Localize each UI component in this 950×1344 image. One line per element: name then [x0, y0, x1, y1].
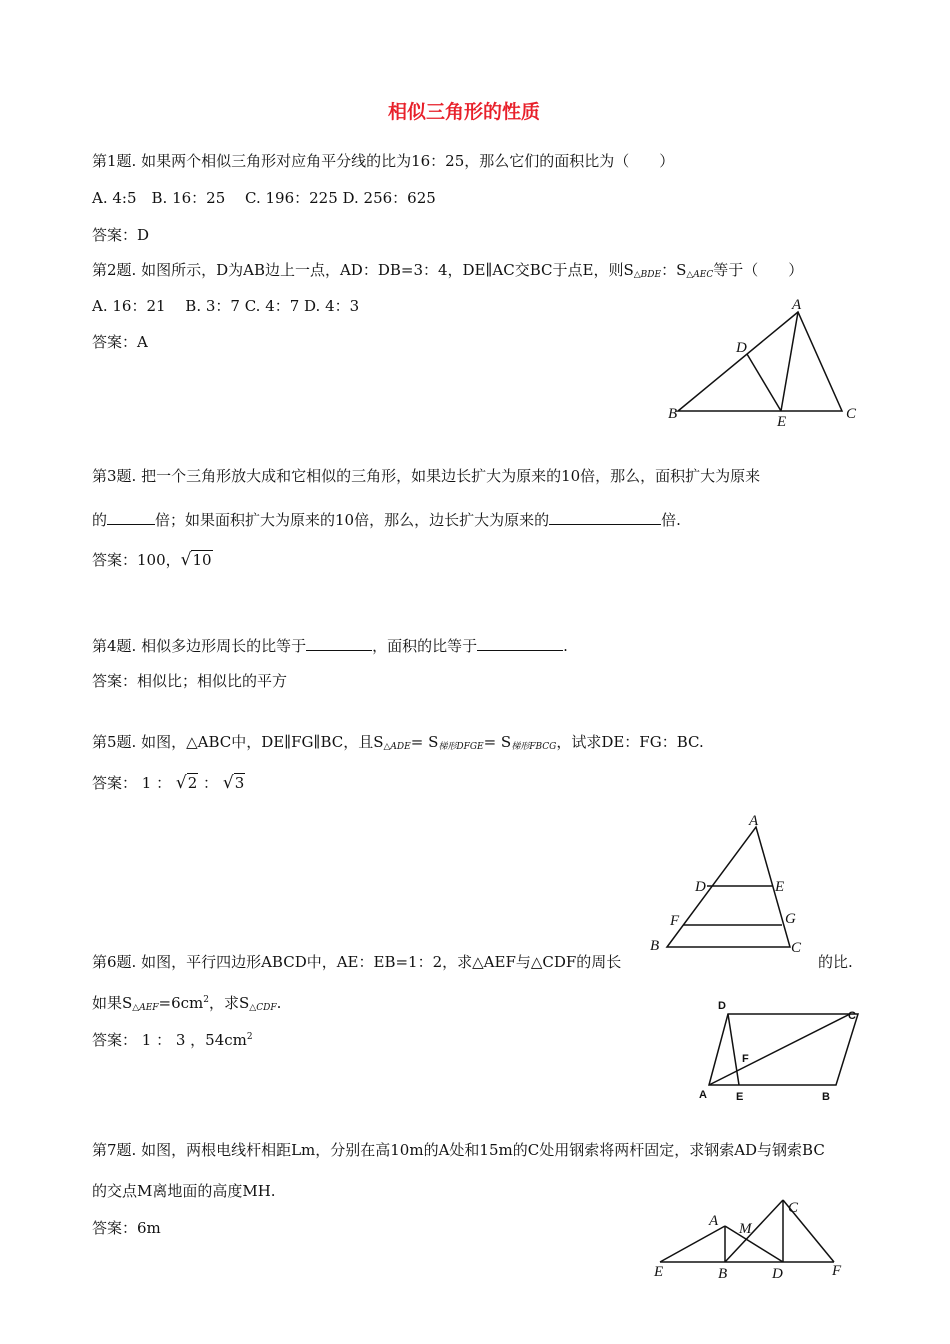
- figure-label-c: C: [848, 1010, 856, 1022]
- figure-label-c: C: [788, 1200, 799, 1216]
- answer-blank-1[interactable]: [107, 510, 155, 525]
- answer-blank-2[interactable]: [549, 510, 661, 525]
- question-6-line-2: [92, 994, 281, 1014]
- sqrt-2: √2: [175, 773, 198, 793]
- figure-label-c: C: [791, 940, 802, 955]
- question-3-line-2-part-c: 倍.: [661, 511, 681, 529]
- figure-label-b: B: [668, 406, 678, 422]
- question-3-answer: [92, 550, 213, 570]
- figure-segment-de: [747, 354, 781, 411]
- question-6-subscript-cdf: △CDF: [249, 1003, 277, 1013]
- question-3-line-2: [92, 510, 681, 529]
- question-4-stem: [92, 636, 568, 655]
- question-2-stem-part-c: 等于（ ）: [713, 261, 804, 279]
- question-4-answer: 答案：相似比；相似比的平方: [92, 672, 288, 690]
- figure-label-b: B: [650, 938, 660, 954]
- question-6-stem: 第6题. 如图，平行四边形ABCD中，AE：EB=1：2，求△AEF与△CDF的周长: [92, 953, 622, 971]
- figure-label-f: F: [670, 913, 680, 929]
- question-4-part-c: .: [563, 637, 568, 655]
- figure-label-f: F: [742, 1053, 749, 1065]
- figure-label-d: D: [695, 879, 706, 895]
- question-7-line-2: 的交点M离地面的高度MH.: [92, 1182, 276, 1200]
- figure-label-b: B: [822, 1091, 830, 1103]
- figure-label-a: A: [792, 298, 802, 313]
- question-2-stem: [92, 261, 803, 281]
- figure-label-g: G: [785, 911, 796, 927]
- figure-label-e: E: [736, 1091, 744, 1103]
- figure-label-d: D: [772, 1266, 783, 1280]
- figure-label-f: F: [832, 1263, 842, 1279]
- figure-label-e: E: [777, 414, 787, 430]
- question-5-answer-prefix: 答案： 1 ：: [92, 774, 172, 792]
- question-5-subscript-ade: △ADE: [383, 742, 411, 752]
- figure-triangle-outline: [667, 827, 790, 947]
- question-2-subscript-bde: △BDE: [633, 270, 662, 280]
- question-4-part-b: ，面积的比等于: [372, 637, 478, 655]
- sqrt-10: √10: [180, 550, 212, 570]
- question-5-stem-part-c: = S: [483, 733, 512, 751]
- question-1-options: A. 4:5 B. 16：25 C. 196：225 D. 256：625: [92, 189, 436, 207]
- question-6-superscript: 2: [203, 995, 210, 1005]
- question-2-options: A. 16：21 B. 3：7 C. 4：7 D. 4：3: [92, 297, 360, 315]
- question-5-stem-part-b: = S: [410, 733, 439, 751]
- question-3-line-2-part-a: 的: [92, 511, 108, 529]
- question-5-stem: [92, 733, 704, 753]
- question-5-answer-separator: ：: [203, 774, 219, 792]
- question-1-stem: 第1题. 如果两个相似三角形对应角平分线的比为16：25，那么它们的面积比为（ ）: [92, 152, 675, 170]
- question-6-line-2-part-a: 如果S: [92, 994, 133, 1012]
- question-3-answer-prefix: 答案：100，: [92, 551, 181, 569]
- figure-label-b: B: [718, 1266, 728, 1280]
- question-6-line-2-part-b: =6cm: [158, 994, 204, 1012]
- answer-blank-3[interactable]: [306, 636, 372, 651]
- question-6-line-2-part-c: ，求S: [209, 994, 250, 1012]
- question-5-subscript-fbcg: 梯形FBCG: [511, 742, 557, 752]
- question-3-line-2-part-b: 倍；如果面积扩大为原来的10倍，那么，边长扩大为原来的: [155, 511, 550, 529]
- figure-segment-ae: [781, 312, 798, 411]
- question-2-stem-part-b: ：S: [661, 261, 687, 279]
- question-6-subscript-aef: △AEF: [132, 1003, 159, 1013]
- figure-triangle-abc-parallels: [645, 810, 815, 955]
- question-5-answer: [92, 773, 245, 793]
- figure-utility-poles: [648, 1180, 848, 1280]
- figure-parallelogram-abcd: [690, 995, 870, 1105]
- question-6-line-2-part-d: .: [276, 994, 282, 1012]
- figure-label-e: E: [775, 879, 785, 895]
- question-5-subscript-dfge: 梯形DFGE: [438, 742, 484, 752]
- figure-label-a: A: [699, 1089, 707, 1101]
- sqrt-3: √3: [222, 773, 245, 793]
- question-6-answer: [92, 1031, 253, 1049]
- figure-label-m: M: [739, 1221, 752, 1237]
- question-2-subscript-aec: △AEC: [686, 270, 714, 280]
- question-2-stem-part-a: 第2题. 如图所示，D为AB边上一点，AD：DB=3：4，DE∥AC交BC于点E，则S: [92, 261, 634, 279]
- page-title: 相似三角形的性质: [388, 101, 541, 123]
- question-4-part-a: 第4题. 相似多边形周长的比等于: [92, 637, 307, 655]
- figure-triangle-abc-de: [660, 298, 870, 433]
- question-2-answer: 答案：A: [92, 333, 148, 351]
- question-6-answer-text: 答案： 1 ： 3 ，54cm: [92, 1031, 247, 1049]
- answer-blank-4[interactable]: [477, 636, 563, 651]
- question-6-stem-end: 的比.: [818, 953, 853, 971]
- question-5-stem-part-d: ，试求DE：FG：BC.: [556, 733, 704, 751]
- question-1-answer: 答案：D: [92, 226, 150, 244]
- figure-label-d: D: [718, 1000, 726, 1012]
- question-5-stem-part-a: 第5题. 如图，△ABC中，DE∥FG∥BC，且S: [92, 733, 384, 751]
- question-7-line-1: 第7题. 如图，两根电线杆相距Lm，分别在高10m的A处和15m的C处用钢索将两杆固定，求钢索AD与钢索BC: [92, 1141, 825, 1159]
- question-6-answer-superscript: 2: [246, 1032, 253, 1042]
- figure-label-c: C: [846, 406, 857, 422]
- question-7-answer: 答案：6m: [92, 1219, 161, 1237]
- figure-label-a: A: [749, 813, 759, 829]
- figure-label-d: D: [736, 340, 747, 356]
- figure-cable-ea: [660, 1226, 725, 1262]
- figure-triangle-abc-outline: [678, 312, 842, 411]
- question-3-line-1: 第3题. 把一个三角形放大成和它相似的三角形，如果边长扩大为原来的10倍，那么，面积扩大为原来: [92, 467, 761, 485]
- figure-label-a: A: [709, 1213, 719, 1229]
- figure-label-e: E: [654, 1264, 664, 1280]
